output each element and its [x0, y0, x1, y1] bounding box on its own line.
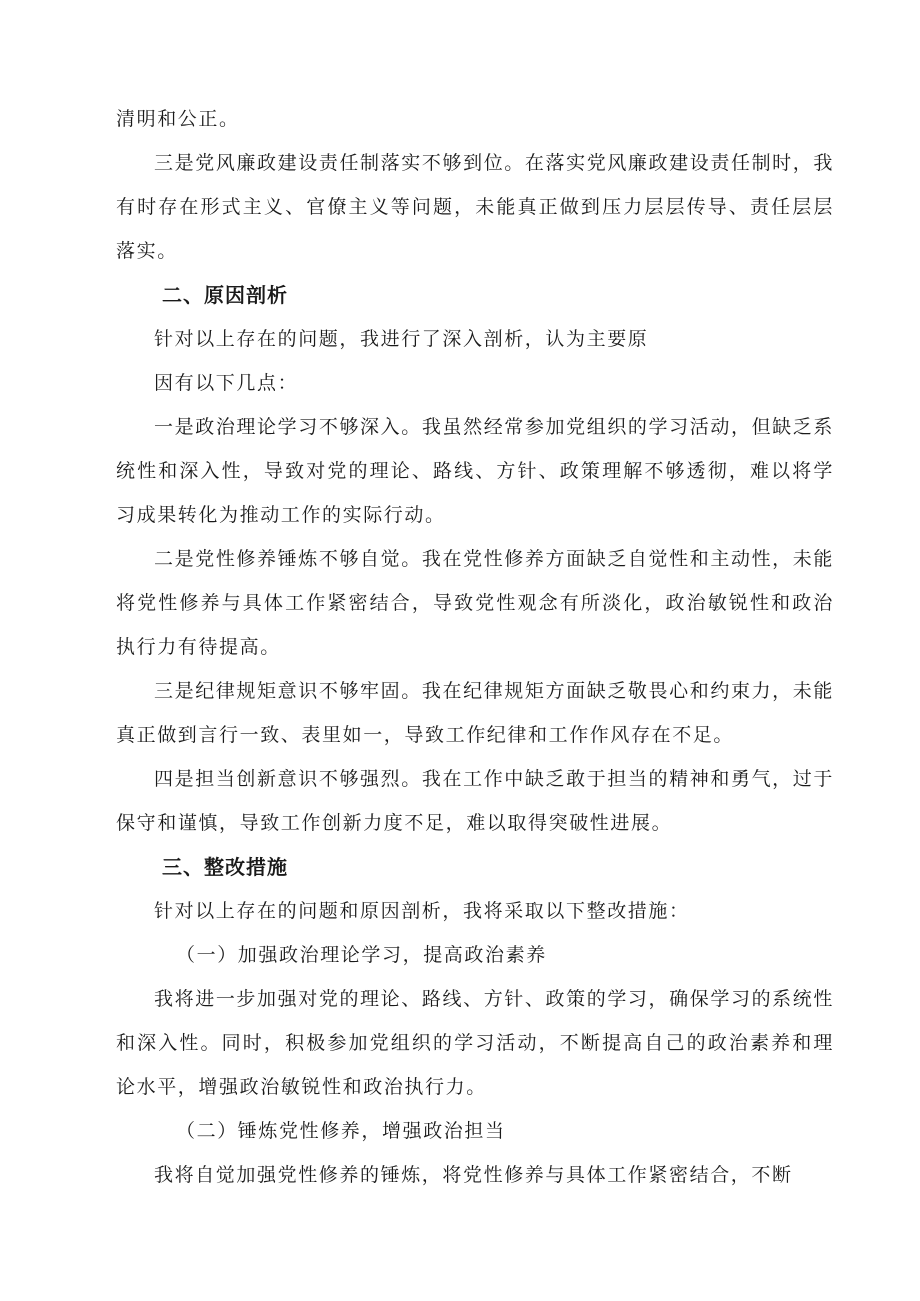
paragraph-measure-1: 我将进一步加强对党的理论、路线、方针、政策的学习，确保学习的系统性和深入性。同时，积极参加党组织的学习活动，不断提高自己的政治素养和理论水平，增强政治敏锐性和政治执行力。 [116, 988, 834, 1098]
paragraph-cause-4: 四是担当创新意识不够强烈。我在工作中缺乏敢于担当的精神和勇气，过于保守和谨慎，导致工作创新力度不足，难以取得突破性进展。 [116, 768, 834, 834]
paragraph-cause-1: 一是政治理论学习不够深入。我虽然经常参加党组织的学习活动，但缺乏系统性和深入性，导致对党的理论、路线、方针、政策理解不够透彻，难以将学习成果转化为推动工作的实际行动。 [116, 416, 834, 526]
subheading-2: （二）锤炼党性修养，增强政治担当 [176, 1120, 506, 1142]
paragraph-cause-3: 三是纪律规矩意识不够牢固。我在纪律规矩方面缺乏敬畏心和约束力，未能真正做到言行一致、表里如一，导致工作纪律和工作作风存在不足。 [116, 680, 834, 746]
paragraph-cause-2: 二是党性修养锤炼不够自觉。我在党性修养方面缺乏自觉性和主动性，未能将党性修养与具体工作紧密结合，导致党性观念有所淡化，政治敏锐性和政治执行力有待提高。 [116, 548, 834, 658]
paragraph-cause-intro-2: 因有以下几点： [154, 372, 299, 394]
section-2-heading: 二、原因剖析 [162, 283, 288, 307]
paragraph-issue-3: 三是党风廉政建设责任制落实不够到位。在落实党风廉政建设责任制时，我有时存在形式主义、官僚主义等问题，未能真正做到压力层层传导、责任层层落实。 [116, 152, 834, 262]
section-3-heading: 三、整改措施 [162, 855, 288, 879]
paragraph-cause-intro-1: 针对以上存在的问题，我进行了深入剖析，认为主要原 [154, 328, 649, 350]
subheading-1: （一）加强政治理论学习，提高政治素养 [176, 944, 547, 966]
paragraph-measure-2: 我将自觉加强党性修养的锤炼，将党性修养与具体工作紧密结合，不断 [154, 1164, 793, 1186]
paragraph-measures-intro: 针对以上存在的问题和原因剖析，我将采取以下整改措施： [154, 900, 690, 922]
paragraph-intro-tail: 清明和公正。 [116, 108, 240, 130]
document-body [116, 97, 834, 1197]
